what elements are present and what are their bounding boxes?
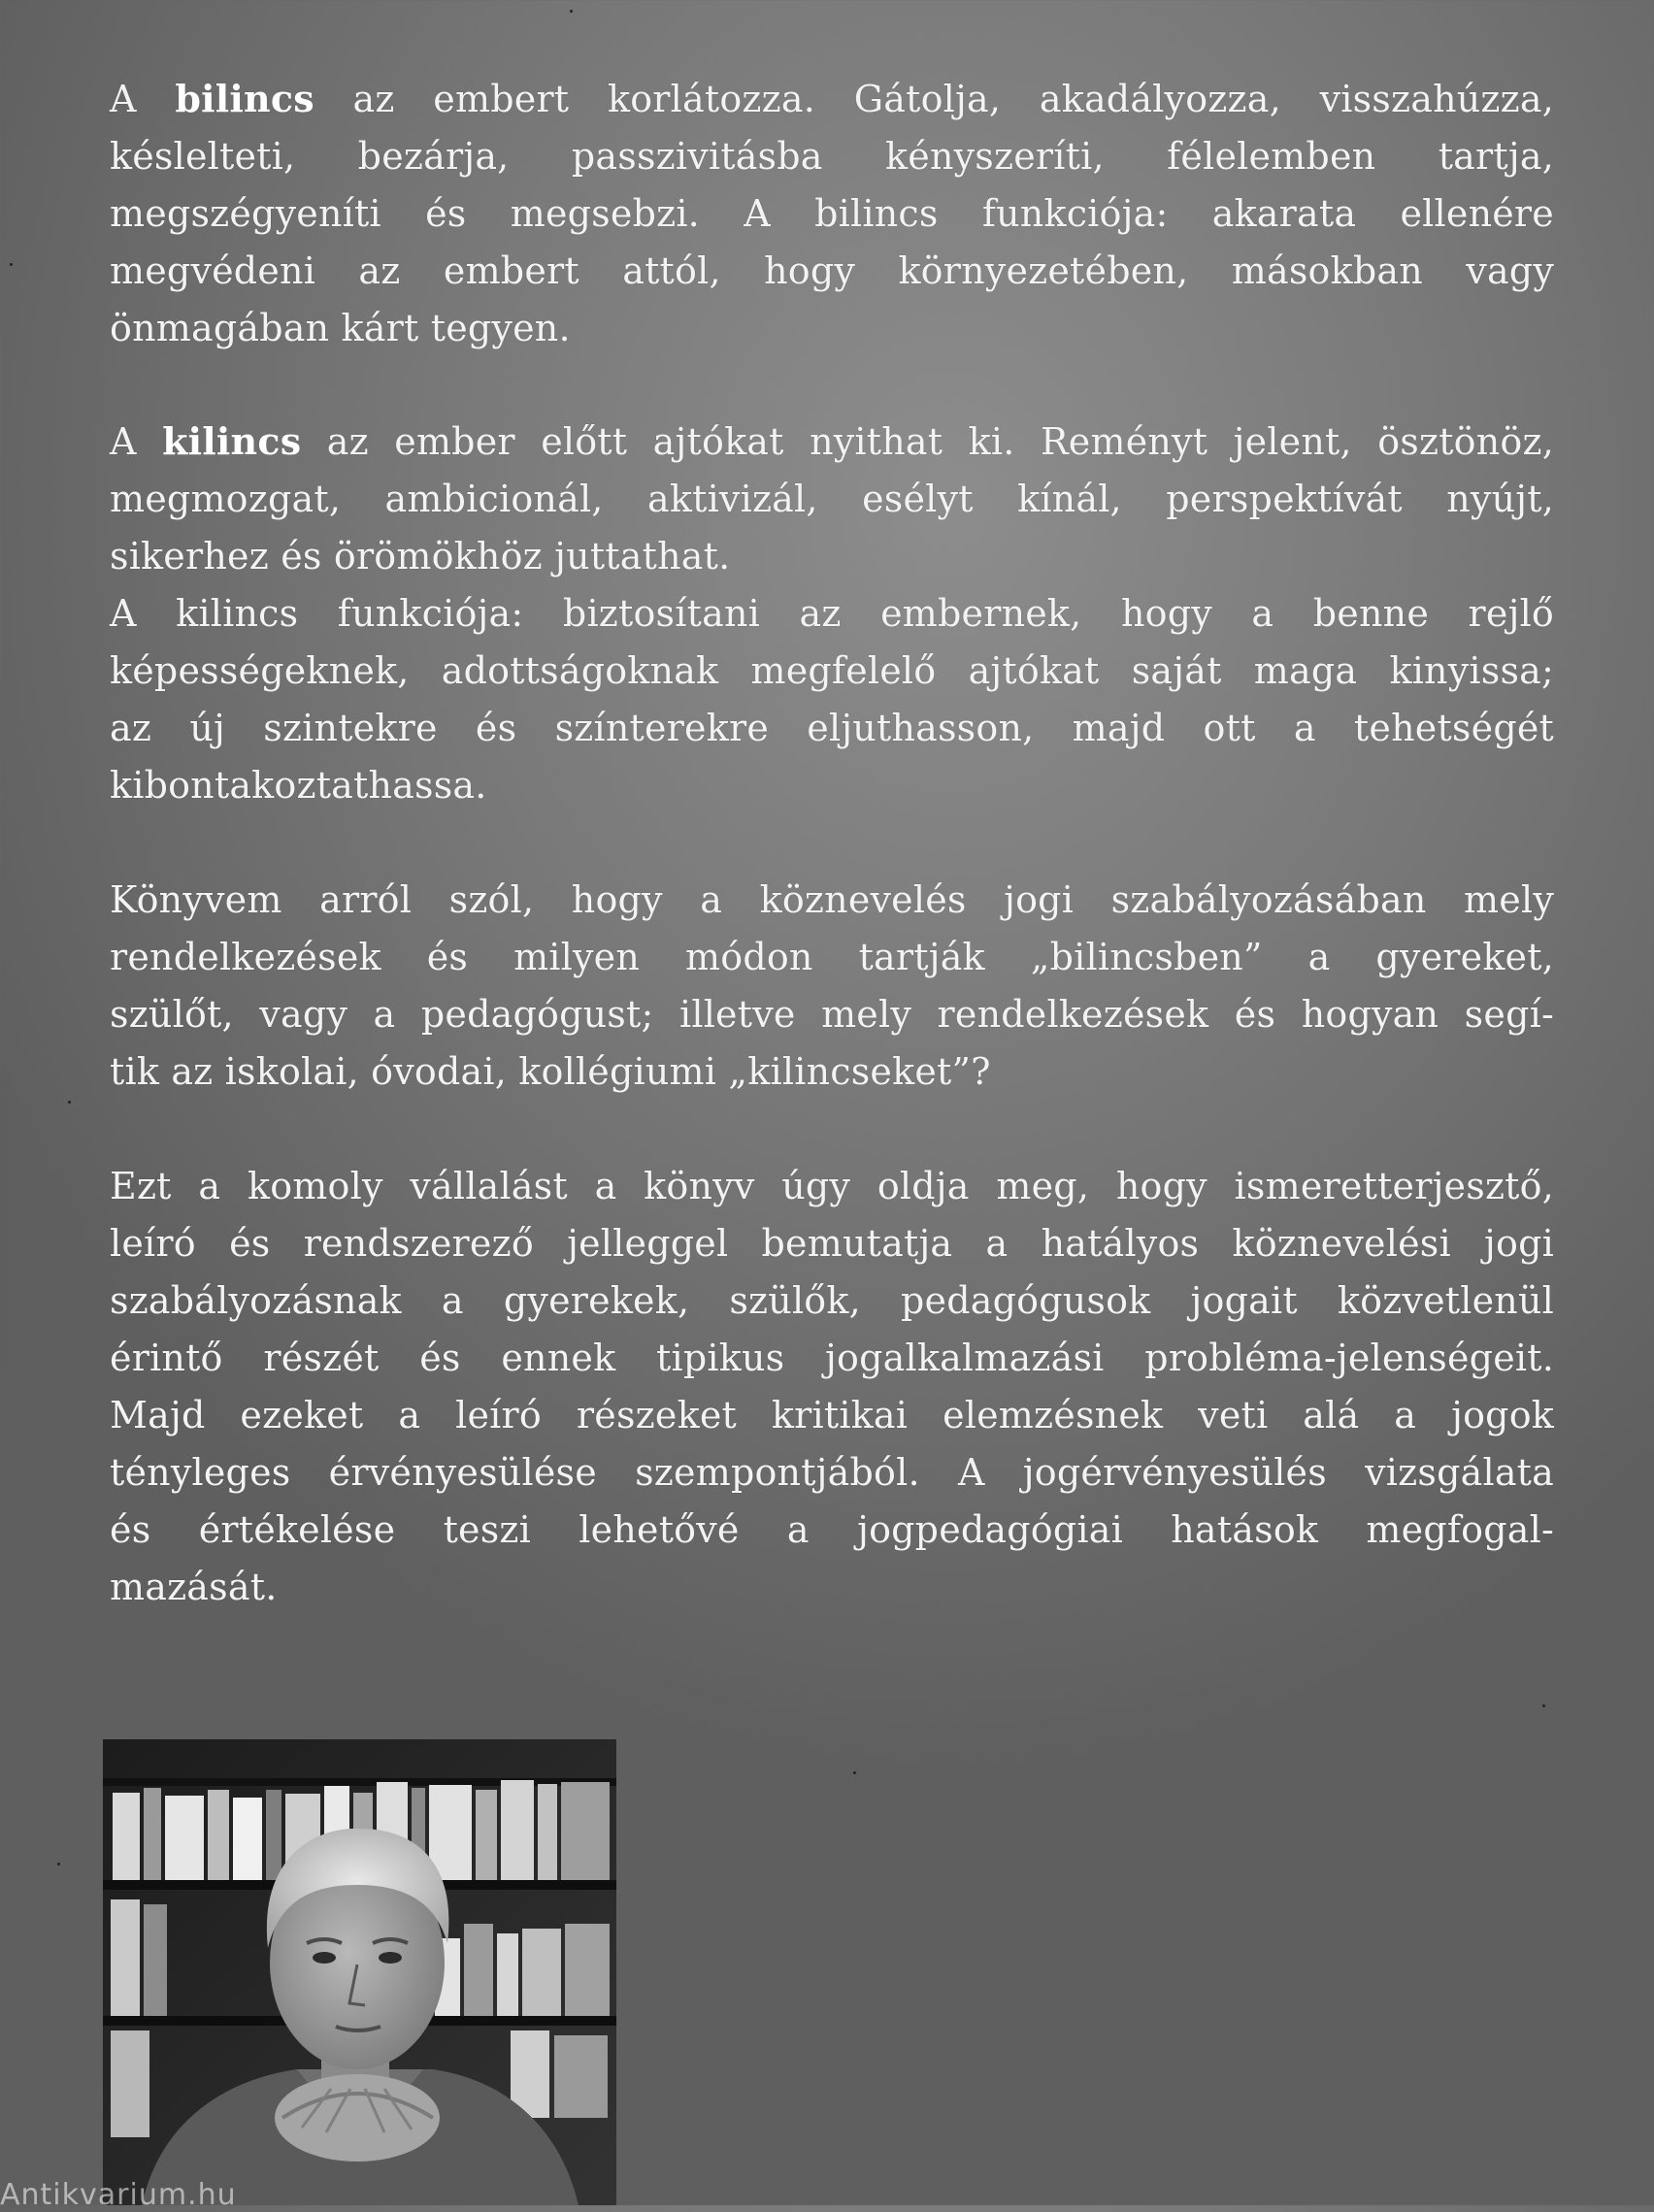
text-line: tik az iskolai, óvodai, kollégiumi „kilincseket”? bbox=[110, 1050, 991, 1093]
paragraph-bilincs bbox=[110, 70, 1554, 357]
text-line: Majd ezeket a leíró részeket kritikai elemzésnek veti alá a jogok bbox=[110, 1394, 1554, 1436]
dust-speck bbox=[853, 1771, 856, 1774]
text-line: leíró és rendszerező jelleggel bemutatja a hatályos köznevelési jogi bbox=[110, 1222, 1554, 1265]
dust-speck bbox=[57, 1863, 60, 1865]
text-fragment: az embert korlátozza. Gátolja, akadályozza, visszahúzza, bbox=[314, 78, 1554, 120]
text-line: szülőt, vagy a pedagógust; illetve mely rendelkezések és hogyan segí- bbox=[110, 993, 1554, 1036]
paragraph-kilincs bbox=[110, 413, 1554, 814]
author-portrait-illustration bbox=[103, 1739, 616, 2205]
bold-term-bilincs: bilincs bbox=[175, 77, 314, 120]
text-line: Könyvem arról szól, hogy a köznevelés jogi szabályozásában mely bbox=[110, 878, 1554, 921]
text-line: megvédeni az embert attól, hogy környezetében, másokban vagy bbox=[110, 249, 1554, 292]
text-line: és értékelése teszi lehetővé a jogpedagógiai hatások megfogal- bbox=[110, 1508, 1554, 1551]
text-line: az új szintekre és színterekre eljuthasson, majd ott a tehetségét bbox=[110, 707, 1554, 749]
text-line: képességeknek, adottságoknak megfelelő ajtókat saját maga kinyissa; bbox=[110, 649, 1554, 692]
text-fragment: A bbox=[110, 78, 176, 120]
text-fragment: A bbox=[110, 420, 163, 463]
watermark: Antikvarium.hu bbox=[0, 2178, 237, 2212]
paragraph-book-summary bbox=[110, 872, 1554, 1101]
text-line: kibontakoztathassa. bbox=[110, 764, 487, 807]
dust-speck bbox=[68, 1101, 71, 1104]
text-line: rendelkezések és milyen módon tartják „bilincsben” a gyereket, bbox=[110, 936, 1554, 978]
text-line bbox=[110, 413, 1554, 471]
text-fragment: az ember előtt ajtókat nyithat ki. Reményt jelent, ösztönöz, bbox=[301, 420, 1555, 463]
paragraph-book-method bbox=[110, 1158, 1554, 1616]
text-line: megszégyeníti és megsebzi. A bilincs funkciója: akarata ellenére bbox=[110, 192, 1554, 235]
dust-speck bbox=[570, 10, 573, 13]
bold-term-kilincs: kilincs bbox=[162, 419, 302, 463]
text-line bbox=[110, 70, 1554, 128]
text-line: Ezt a komoly vállalást a könyv úgy oldja meg, hogy ismeretterjesztő, bbox=[110, 1165, 1554, 1207]
text-line: tényleges érvényesülése szempontjából. A jogérvényesülés vizsgálata bbox=[110, 1451, 1554, 1494]
text-line: önmagában kárt tegyen. bbox=[110, 307, 571, 349]
author-photo bbox=[103, 1739, 616, 2205]
text-line: szabályozásnak a gyerekek, szülők, pedagógusok jogait közvetlenül bbox=[110, 1279, 1554, 1322]
text-line: késlelteti, bezárja, passzivitásba kényszeríti, félelemben tartja, bbox=[110, 135, 1554, 178]
text-line: érintő részét és ennek tipikus jogalkalmazási probléma-jelenségeit. bbox=[110, 1337, 1554, 1379]
text-line: A kilincs funkciója: biztosítani az embernek, hogy a benne rejlő bbox=[110, 592, 1554, 635]
dust-speck bbox=[1542, 1704, 1545, 1707]
text-line: mazását. bbox=[110, 1566, 278, 1608]
text-line: sikerhez és örömökhöz juttathat. bbox=[110, 535, 731, 578]
dust-speck bbox=[10, 263, 13, 266]
text-line: megmozgat, ambicionál, aktivizál, esélyt kínál, perspektívát nyújt, bbox=[110, 478, 1554, 520]
